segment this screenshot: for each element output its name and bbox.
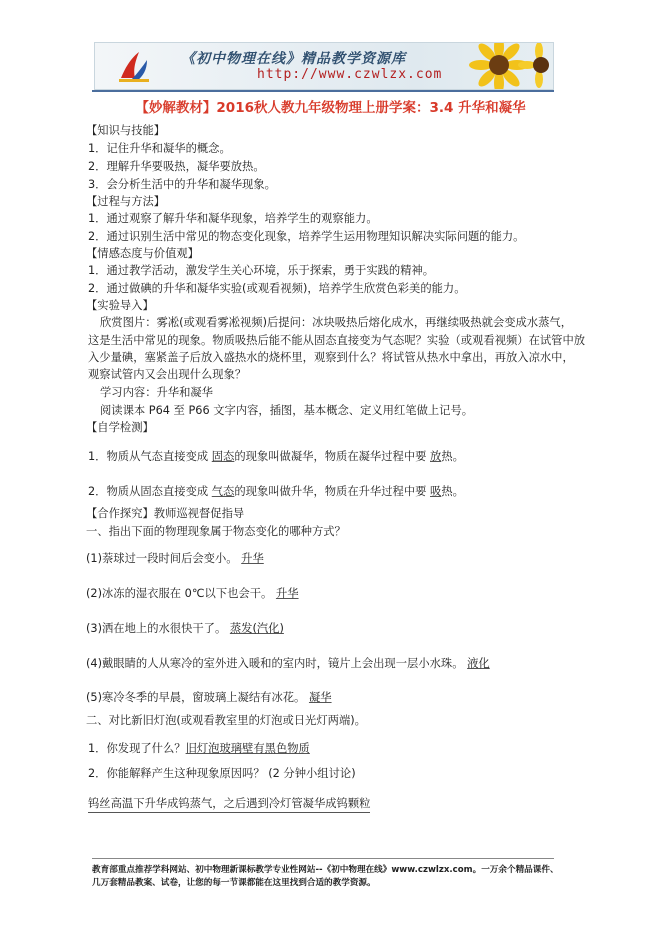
answer-blank: 凝华 [308, 691, 332, 704]
phenomenon-item: (1)萘球过一段时间后会变小。 升华 [86, 552, 264, 565]
banner-title: 《初中物理在线》精品教学资源库 [181, 51, 406, 67]
selfcheck-heading: 【自学检测】 [86, 421, 154, 434]
header-rule [92, 90, 554, 92]
emotion-heading: 【情感态度与价值观】 [86, 247, 199, 260]
footer-line: 几万套精品教案、试卷，让您的每一节课都能在这里找到合适的教学资源。 [92, 878, 376, 888]
banner-url[interactable]: http://www.czwlzx.com [257, 67, 443, 82]
answer-blank: 吸 [430, 485, 442, 498]
site-logo-icon [117, 48, 151, 84]
knowledge-heading: 【知识与技能】 [86, 124, 166, 137]
selfcheck-question-2: 2．物质从固态直接变成 气态的现象叫做升华，物质在升华过程中要 吸热。 [88, 485, 464, 498]
intro-line: 入少量碘，塞紧盖子后放入盛热水的烧杯里，观察到什么？将试管从热水中拿出，再放入凉水中， [88, 351, 574, 364]
question-find: 1．你发现了什么？旧灯泡玻璃壁有黑色物质 [88, 742, 310, 755]
emotion-item: 2．通过做碘的升华和凝华实验(或观看视频)，培养学生欣赏色彩美的能力。 [88, 282, 466, 295]
part-one-heading: 一、指出下面的物理现象属于物态变化的哪种方式？ [86, 525, 346, 538]
part-two-heading: 二、对比新旧灯泡(或观看教室里的灯泡或日光灯两端)。 [86, 714, 366, 727]
process-heading: 【过程与方法】 [86, 195, 166, 208]
explain-answer: 钨丝高温下升华成钨蒸气，之后遇到冷灯管凝华成钨颗粒 [88, 795, 370, 813]
answer-blank: 升华 [241, 552, 264, 565]
process-item: 2．通过识别生活中常见的物态变化现象，培养学生运用物理知识解决实际问题的能力。 [88, 230, 525, 243]
learning-content: 学习内容：升华和凝华 [100, 386, 213, 399]
answer-blank: 蒸发(汽化) [229, 622, 284, 635]
sunflower-icon [459, 42, 551, 90]
intro-line: 这是生活中常见的现象。物质吸热后能不能从固态直接变为气态呢？实验（或观看视频）在试管中放 [88, 334, 586, 347]
selfcheck-question-1: 1．物质从气态直接变成 固态的现象叫做凝华，物质在凝华过程中要 放热。 [88, 450, 464, 463]
reading-task: 阅读课本 P64 至 P66 文字内容，插图，基本概念、定义用红笔做上记号。 [100, 404, 474, 417]
answer-blank: 旧灯泡玻璃壁有黑色物质 [185, 742, 310, 755]
phenomenon-item: (3)洒在地上的水很快干了。 蒸发(汽化) [86, 622, 284, 635]
answer-blank: 固态 [211, 450, 235, 463]
intro-heading: 【实验导入】 [86, 299, 154, 312]
answer-blank: 放 [430, 450, 442, 463]
emotion-item: 1．通过教学活动，激发学生关心环境，乐于探索，勇于实践的精神。 [88, 264, 435, 277]
knowledge-item: 3．会分析生活中的升华和凝华现象。 [88, 178, 276, 191]
intro-line: 观察试管内又会出现什么现象？ [88, 368, 247, 381]
phenomenon-item: (5)寒冷冬季的早晨，窗玻璃上凝结有冰花。 凝华 [86, 691, 332, 704]
answer-blank: 液化 [467, 657, 490, 670]
knowledge-item: 1．记住升华和凝华的概念。 [88, 142, 231, 155]
answer-blank: 升华 [275, 587, 299, 600]
phenomenon-item: (2)冰冻的湿衣服在 0℃以下也会干。 升华 [86, 587, 299, 600]
process-item: 1．通过观察了解升华和凝华现象，培养学生的观察能力。 [88, 212, 378, 225]
question-explain: 2．你能解释产生这种现象原因吗？ (2 分钟小组讨论) [88, 767, 356, 780]
header-banner [94, 42, 554, 90]
footer-line: 教育部重点推荐学科网站、初中物理新课标教学专业性网站--《初中物理在线》www.czwlzx.com。一万余个精品课件、 [92, 865, 559, 875]
page-title: 【妙解教材】2016秋人教九年级物理上册学案：3.4 升华和凝华 [135, 100, 526, 116]
knowledge-item: 2．理解升华要吸热，凝华要放热。 [88, 160, 265, 173]
answer-blank: 气态 [211, 485, 235, 498]
coop-heading: 【合作探究】教师巡视督促指导 [86, 507, 245, 520]
footer-rule [92, 858, 554, 859]
phenomenon-item: (4)戴眼睛的人从寒冷的室外进入暖和的室内时，镜片上会出现一层小水珠。 液化 [86, 657, 490, 670]
intro-line: 欣赏图片：雾凇(或观看雾凇视频)后提问：冰块吸热后熔化成水，再继续吸热就会变成水蒸气， [100, 316, 572, 329]
